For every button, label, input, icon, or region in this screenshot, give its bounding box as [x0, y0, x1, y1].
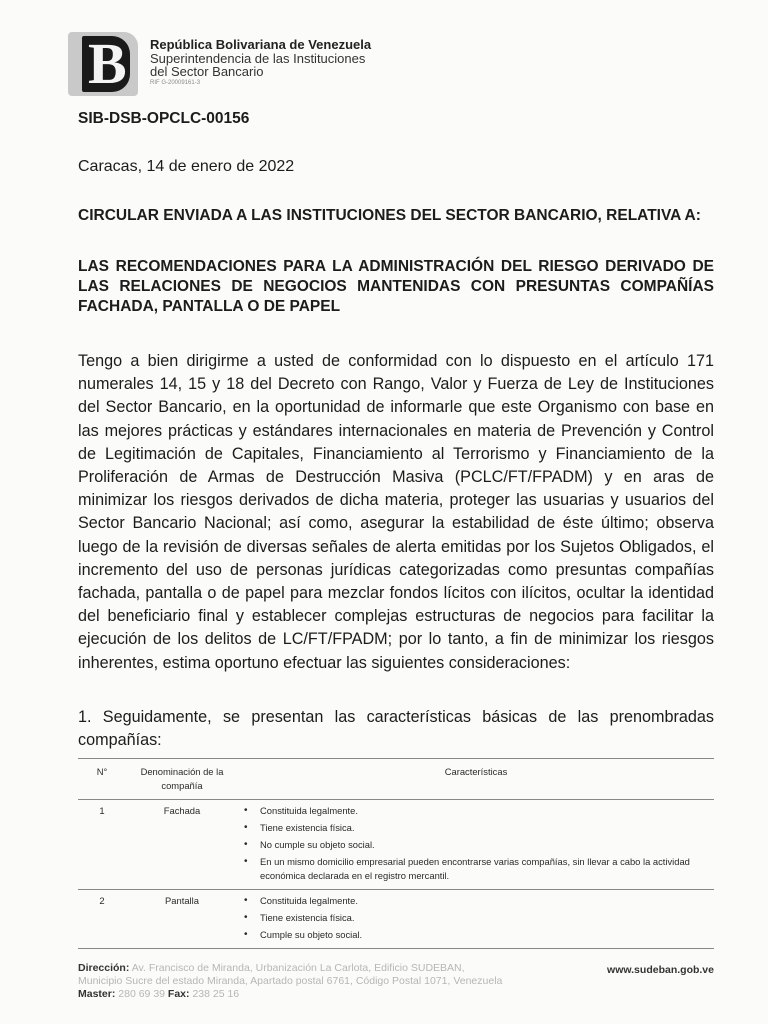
- feature-text: Constituida legalmente.: [260, 805, 358, 816]
- row-number: 2: [78, 890, 126, 949]
- point-1: 1. Seguidamente, se presentan las características básicas de las prenombradas compañías:: [78, 708, 714, 750]
- bullet-icon: •: [244, 805, 248, 816]
- row-company-name: Fachada: [126, 800, 238, 890]
- page-footer: [78, 962, 714, 1001]
- row-features: [238, 890, 714, 949]
- document-date: Caracas, 14 de enero de 2022: [78, 158, 295, 175]
- feature-text: No cumple su objeto social.: [260, 839, 375, 850]
- footer-phones: [78, 988, 714, 1001]
- address-label: Dirección:: [78, 962, 130, 974]
- agency-name-line1: Superintendencia de las Instituciones: [150, 50, 366, 66]
- feature-text: Constituida legalmente.: [260, 895, 358, 906]
- feature-item: [242, 838, 710, 852]
- circular-heading: CIRCULAR ENVIADA A LAS INSTITUCIONES DEL SECTOR BANCARIO, RELATIVA A:: [78, 207, 701, 224]
- feature-item: [242, 894, 710, 908]
- logo-letter: B: [88, 32, 127, 96]
- company-features-table: [78, 758, 714, 949]
- bullet-icon: •: [244, 822, 248, 833]
- header-features: Características: [238, 759, 714, 800]
- bullet-icon: •: [244, 856, 248, 867]
- master-number: 280 69 39: [118, 988, 165, 1000]
- address-line1: Av. Francisco de Miranda, Urbanización La Carlota, Edificio SUDEBAN,: [131, 962, 465, 974]
- fax-label: Fax:: [167, 988, 190, 1000]
- agency-name-line2: del Sector Bancario: [150, 64, 264, 80]
- bullet-icon: •: [244, 839, 248, 850]
- fax-number: 238 25 16: [192, 988, 240, 1000]
- sudeban-logo: [68, 32, 138, 96]
- circular-subject: LAS RECOMENDACIONES PARA LA ADMINISTRACIÓN DEL RIESGO DERIVADO DE LAS RELACIONES DE NEGOCIOS MANTENIDAS CON PRESUNTAS COMPAÑÍAS FACHADA, PANTALLA O DE PAPEL: [78, 258, 714, 315]
- feature-item: [242, 855, 710, 883]
- row-company-name: Pantalla: [126, 890, 238, 949]
- bullet-icon: •: [244, 912, 248, 923]
- master-label: Master:: [78, 988, 116, 1000]
- feature-text: Tiene existencia física.: [260, 912, 355, 923]
- letterhead: [68, 30, 388, 102]
- body-paragraph: Tengo a bien dirigirme a usted de conformidad con lo dispuesto en el artículo 171 numerales 14, 15 y 18 del Decreto con Rango, Valor y Fuerza de Ley de Instituciones del Sector Bancario, en la oportunidad de informarle que este Organismo con base en las mejores prácticas y estándares internacionales en materia de Prevención y Control de Legitimación de Capitales, Financiamiento al Terrorismo y Financiamiento de la Proliferación de Armas de Destrucción Masiva (PCLC/FT/FPADM) y en aras de minimizar los riesgos derivados de dicha materia, proteger las usuarias y usuarios del Sector Bancario Nacional; así como, asegurar la estabilidad de éste último; observa luego de la revisión de diversas señales de alerta emitidas por los Sujetos Obligados, el incremento del uso de personas jurídicas categorizadas como presuntas compañías fachada, pantalla o de papel para mezclar fondos lícitos con ilícitos, ocultar la identidad del beneficiario final y establecer complejas estructuras de negocios para facilitar la ejecución de los delitos de LC/FT/FPADM; por lo tanto, a fin de minimizar los riesgos inherentes, estima oportuno efectuar las siguientes consideraciones:: [78, 352, 714, 672]
- row-number: 1: [78, 800, 126, 890]
- institution-name: [150, 38, 371, 86]
- rif-number: RIF G-20009161-3: [150, 79, 201, 86]
- country-name: República Bolivariana de Venezuela: [150, 37, 372, 52]
- feature-item: [242, 928, 710, 942]
- feature-text: Tiene existencia física.: [260, 822, 355, 833]
- bullet-icon: •: [244, 895, 248, 906]
- row-features: [238, 800, 714, 890]
- header-company-name: Denominación de la compañía: [126, 759, 238, 800]
- website-link[interactable]: www.sudeban.gob.ve: [607, 964, 714, 976]
- feature-item: [242, 911, 710, 925]
- feature-text: En un mismo domicilio empresarial pueden encontrarse varias compañías, sin llevar a cabo la actividad económica declarada en el registro mercantil.: [260, 856, 690, 881]
- table-row: [78, 890, 714, 949]
- feature-text: Cumple su objeto social.: [260, 929, 363, 940]
- header-number: N°: [78, 759, 126, 800]
- feature-item: [242, 821, 710, 835]
- table-row: [78, 800, 714, 890]
- circular-reference: SIB-DSB-OPCLC-00156: [78, 110, 250, 127]
- table-header-row: [78, 759, 714, 800]
- bullet-icon: •: [244, 929, 248, 940]
- feature-item: [242, 804, 710, 818]
- address-line2: Municipio Sucre del estado Miranda, Apartado postal 6761, Código Postal 1071, Venezuela: [78, 975, 503, 987]
